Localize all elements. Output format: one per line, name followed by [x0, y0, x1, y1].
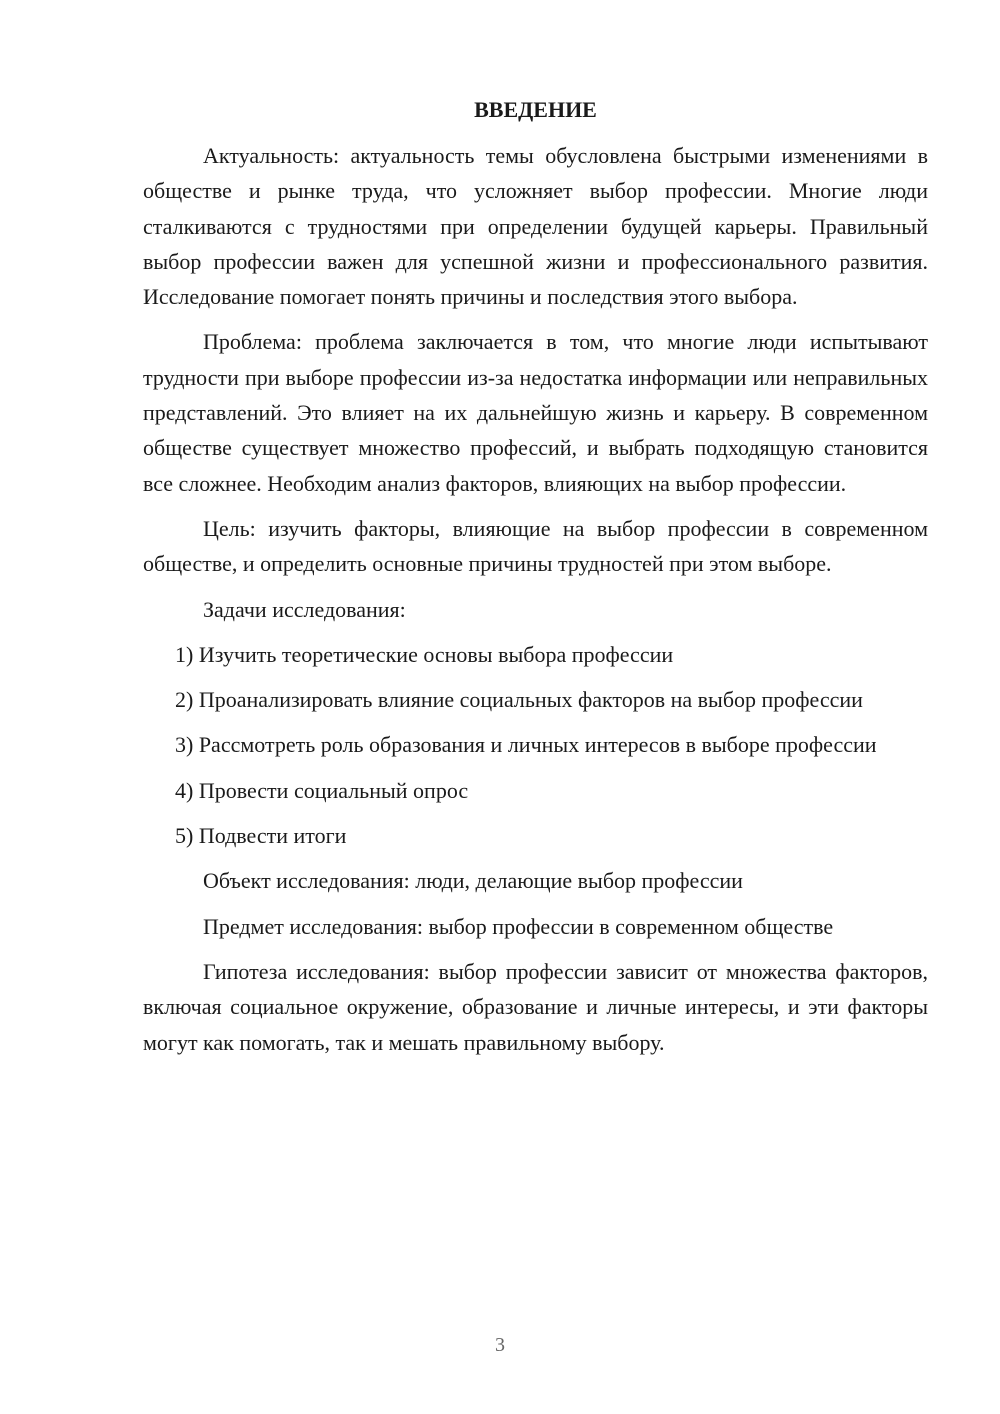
paragraph-subject: Предмет исследования: выбор профессии в современном обществе: [203, 913, 834, 939]
section-title: ВВЕДЕНИЕ: [474, 97, 597, 122]
paragraph-goal: Цель: изучить факторы, влияющие на выбор профессии в современном обществе, и определить основные причины трудностей при этом выборе.: [143, 515, 928, 577]
paragraph-relevance: Актуальность: актуальность темы обусловлена быстрыми изменениями в обществе и рынке труда, что усложняет выбор профессии. Многие люди сталкиваются с трудностями при определении будущей карьеры. Правильный выбор профессии важен для успешной жизни и профессионального развития. Исследование помогает понять причины и последствия этого выбора.: [143, 143, 928, 310]
tasks-heading: Задачи исследования:: [203, 596, 406, 622]
paragraph-problem: Проблема: проблема заключается в том, что многие люди испытывают трудности при выборе профессии из-за недостатка информации или неправильных представлений. Это влияет на их дальнейшую жизнь и карьеру. В современном обществе существует множество профессий, и выбрать подходящую становится все сложнее. Необходим анализ факторов, влияющих на выбор профессии.: [143, 329, 928, 496]
paragraph-hypothesis: Гипотеза исследования: выбор профессии зависит от множества факторов, включая социальное окружение, образование и личные интересы, и эти факторы могут как помогать, так и мешать правильному выбору.: [143, 958, 928, 1055]
task-item-1: 1) Изучить теоретические основы выбора профессии: [175, 641, 674, 667]
paragraph-object: Объект исследования: люди, делающие выбор профессии: [203, 868, 743, 894]
task-item-2: 2) Проанализировать влияние социальных факторов на выбор профессии: [175, 687, 863, 713]
page-number: 3: [495, 1334, 505, 1356]
task-item-5: 5) Подвести итоги: [175, 823, 347, 849]
task-item-3: 3) Рассмотреть роль образования и личных интересов в выборе профессии: [175, 732, 877, 758]
task-item-4: 4) Провести социальный опрос: [175, 777, 469, 803]
document-page: [143, 94, 928, 1070]
